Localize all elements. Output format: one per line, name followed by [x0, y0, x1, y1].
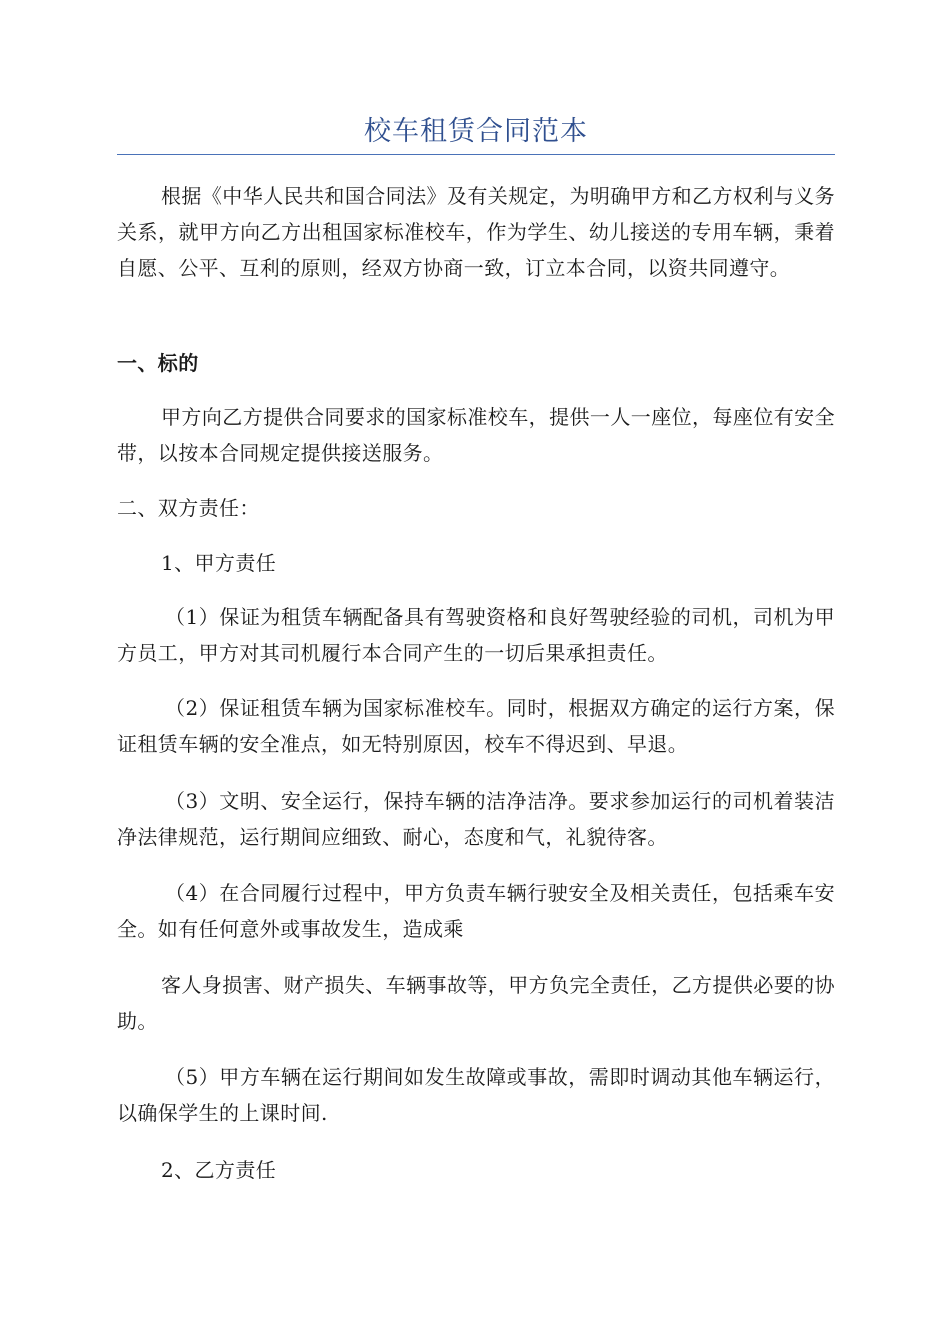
party-a-item-4: （4）在合同履行过程中，甲方负责车辆行驶安全及相关责任，包括乘车安全。如有任何意外或事故发生，造成乘 — [117, 881, 835, 941]
party-a-item-3: （3）文明、安全运行，保持车辆的洁净洁净。要求参加运行的司机着装洁净法律规范，运行期间应细致、耐心，态度和气，礼貌待客。 — [117, 789, 835, 849]
preamble-paragraph: 根据《中华人民共和国合同法》及有关规定，为明确甲方和乙方权利与义务关系，就甲方向乙方出租国家标准校车，作为学生、幼儿接送的专用车辆，秉着自愿、公平、互利的原则，经双方协商一致，订立本合同，以资共同遵守。 — [117, 184, 835, 280]
party-a-item-1: （1）保证为租赁车辆配备具有驾驶资格和良好驾驶经验的司机，司机为甲方员工，甲方对其司机履行本合同产生的一切后果承担责任。 — [117, 605, 835, 665]
party-a-item-5: （5）甲方车辆在运行期间如发生故障或事故，需即时调动其他车辆运行，以确保学生的上课时间. — [117, 1065, 835, 1125]
party-a-item-2: （2）保证租赁车辆为国家标准校车。同时，根据双方确定的运行方案，保证租赁车辆的安全准点，如无特别原因，校车不得迟到、早退。 — [117, 696, 835, 756]
title-underline — [117, 154, 835, 155]
party-a-heading: 1、甲方责任 — [161, 551, 277, 575]
section-2-heading: 二、双方责任： — [117, 496, 260, 520]
party-b-heading: 2、乙方责任 — [161, 1158, 277, 1182]
page-title: 校车租赁合同范本 — [364, 116, 588, 147]
party-a-item-4-continued: 客人身损害、财产损失、车辆事故等，甲方负完全责任，乙方提供必要的协助。 — [117, 973, 835, 1033]
section-1-heading: 一、标的 — [117, 351, 199, 375]
section-1-body: 甲方向乙方提供合同要求的国家标准校车，提供一人一座位，每座位有安全带，以按本合同规定提供接送服务。 — [117, 405, 835, 465]
